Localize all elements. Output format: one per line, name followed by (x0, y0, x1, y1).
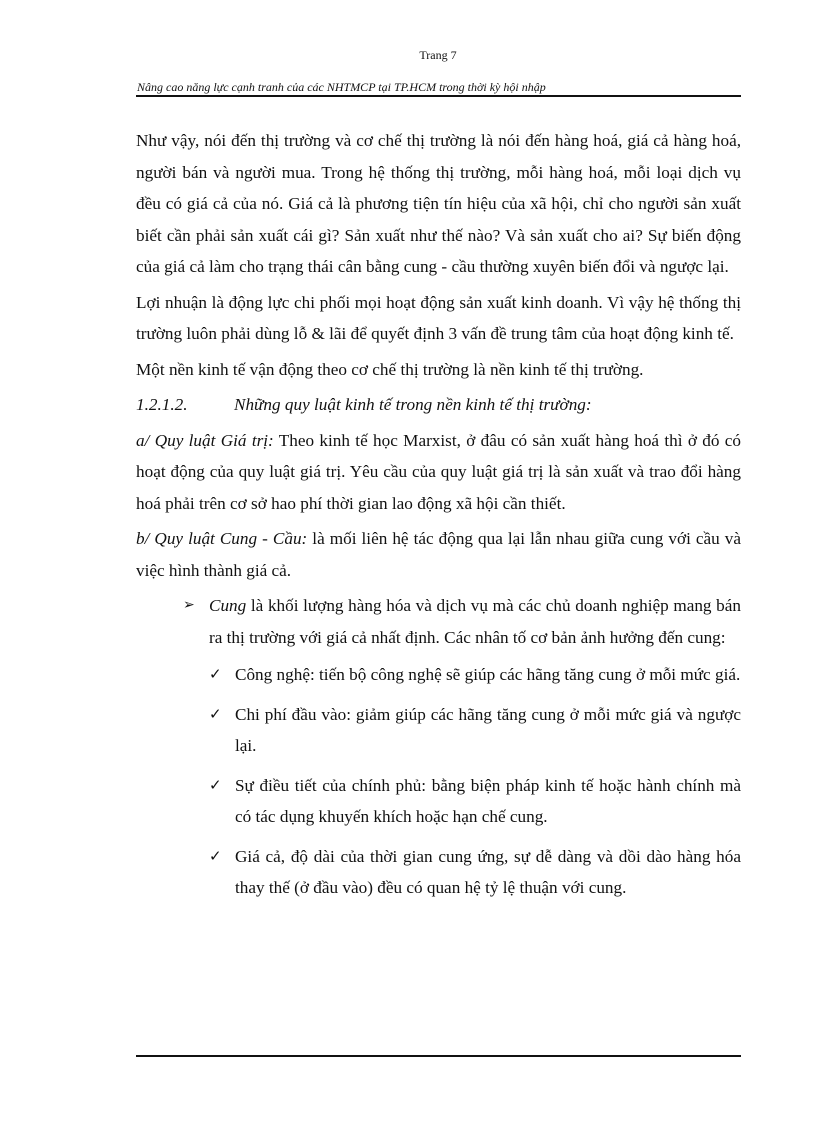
supply-bullet (183, 590, 741, 904)
factor-technology: Công nghệ: tiến bộ công nghệ sẽ giúp các hãng tăng cung ở mỗi mức giá. (235, 665, 741, 684)
paragraph-market-economy: Một nền kinh tế vận động theo cơ chế thị trường là nền kinh tế thị trường. (136, 359, 644, 379)
factor-government-regulation: Sự điều tiết của chính phủ: bằng biện pháp kinh tế hoặc hành chính mà có tác dụng khuyến khích hoặc hạn chế cung. (235, 775, 741, 826)
section-number: 1.2.1.2. (136, 395, 188, 414)
document-body (136, 125, 741, 912)
header-rule (136, 95, 741, 97)
supply-factors-list (209, 659, 741, 904)
law-of-value-term: a/ Quy luật Giá trị: (136, 430, 274, 450)
footer-rule (136, 1055, 741, 1057)
paragraph-law-of-value (136, 425, 741, 520)
supply-demand-term: b/ Quy luật Cung - Cầu: (136, 529, 308, 548)
list-item (209, 841, 741, 904)
checkmark-icon: ✓ (209, 775, 222, 794)
factor-input-cost: Chi phí đầu vào: giảm giúp các hãng tăng cung ở mỗi mức giá và ngược lại. (235, 704, 741, 755)
paragraph-profit: Lợi nhuận là động lực chi phối mọi hoạt động sản xuất kinh doanh. Vì vậy hệ thống thị trường luôn phải dùng lỗ & lãi để quyết định 3 vấn đề trung tâm của hoạt động kinh tế. (136, 292, 741, 343)
arrow-bullet-icon: ➢ (183, 598, 195, 613)
checkmark-icon: ✓ (209, 704, 222, 723)
checkmark-icon: ✓ (209, 665, 222, 683)
running-header: Nâng cao năng lực cạnh tranh của các NHTMCP tại TP.HCM trong thời kỳ hội nhập (137, 80, 546, 94)
section-title: Những quy luật kinh tế trong nền kinh tế thị trường: (234, 395, 592, 414)
list-item (209, 659, 741, 691)
law-of-value-text: Theo kinh tế học Marxist, ở đâu có sản xuất hàng hoá thì ở đó có hoạt động của quy luật giá trị. Yêu cầu của quy luật giá trị là sản xuất và trao đổi hàng hoá phải trên cơ sở hao phí thời gian lao động xã hội cần thiết. (136, 430, 741, 513)
section-heading (136, 389, 741, 421)
paragraph-law-of-supply-demand (136, 523, 741, 586)
list-item (209, 770, 741, 833)
checkmark-icon: ✓ (209, 846, 222, 865)
page-number: Trang 7 (419, 48, 457, 62)
supply-list (136, 590, 741, 904)
paragraph-market-mechanism: Như vậy, nói đến thị trường và cơ chế thị trường là nói đến hàng hoá, giá cả hàng hoá, người bán và người mua. Trong hệ thống thị trường, mỗi hàng hoá, mỗi loại dịch vụ đều có giá cả của nó. Giá cả là phương tiện tín hiệu của xã hội, chỉ cho người sản xuất biết cần phải sản xuất cái gì? Sản xuất như thế nào? Và sản xuất cho ai? Sự biến động của giá cả làm cho trạng thái cân bằng cung - cầu thường xuyên biến đổi và ngược lại. (136, 131, 741, 276)
factor-price-and-substitutes: Giá cả, độ dài của thời gian cung ứng, sự dễ dàng và dồi dào hàng hóa thay thế (ở đầu vào) đều có quan hệ tỷ lệ thuận với cung. (235, 846, 741, 897)
list-item (209, 699, 741, 762)
supply-term: Cung (209, 596, 247, 615)
supply-demand-text: là mối liên hệ tác động qua lại lẫn nhau giữa cung với cầu và việc hình thành giá cả. (136, 529, 741, 580)
supply-definition: là khối lượng hàng hóa và dịch vụ mà các chủ doanh nghiệp mang bán ra thị trường với giá cả nhất định. Các nhân tố cơ bản ảnh hưởng đến cung: (209, 596, 741, 647)
